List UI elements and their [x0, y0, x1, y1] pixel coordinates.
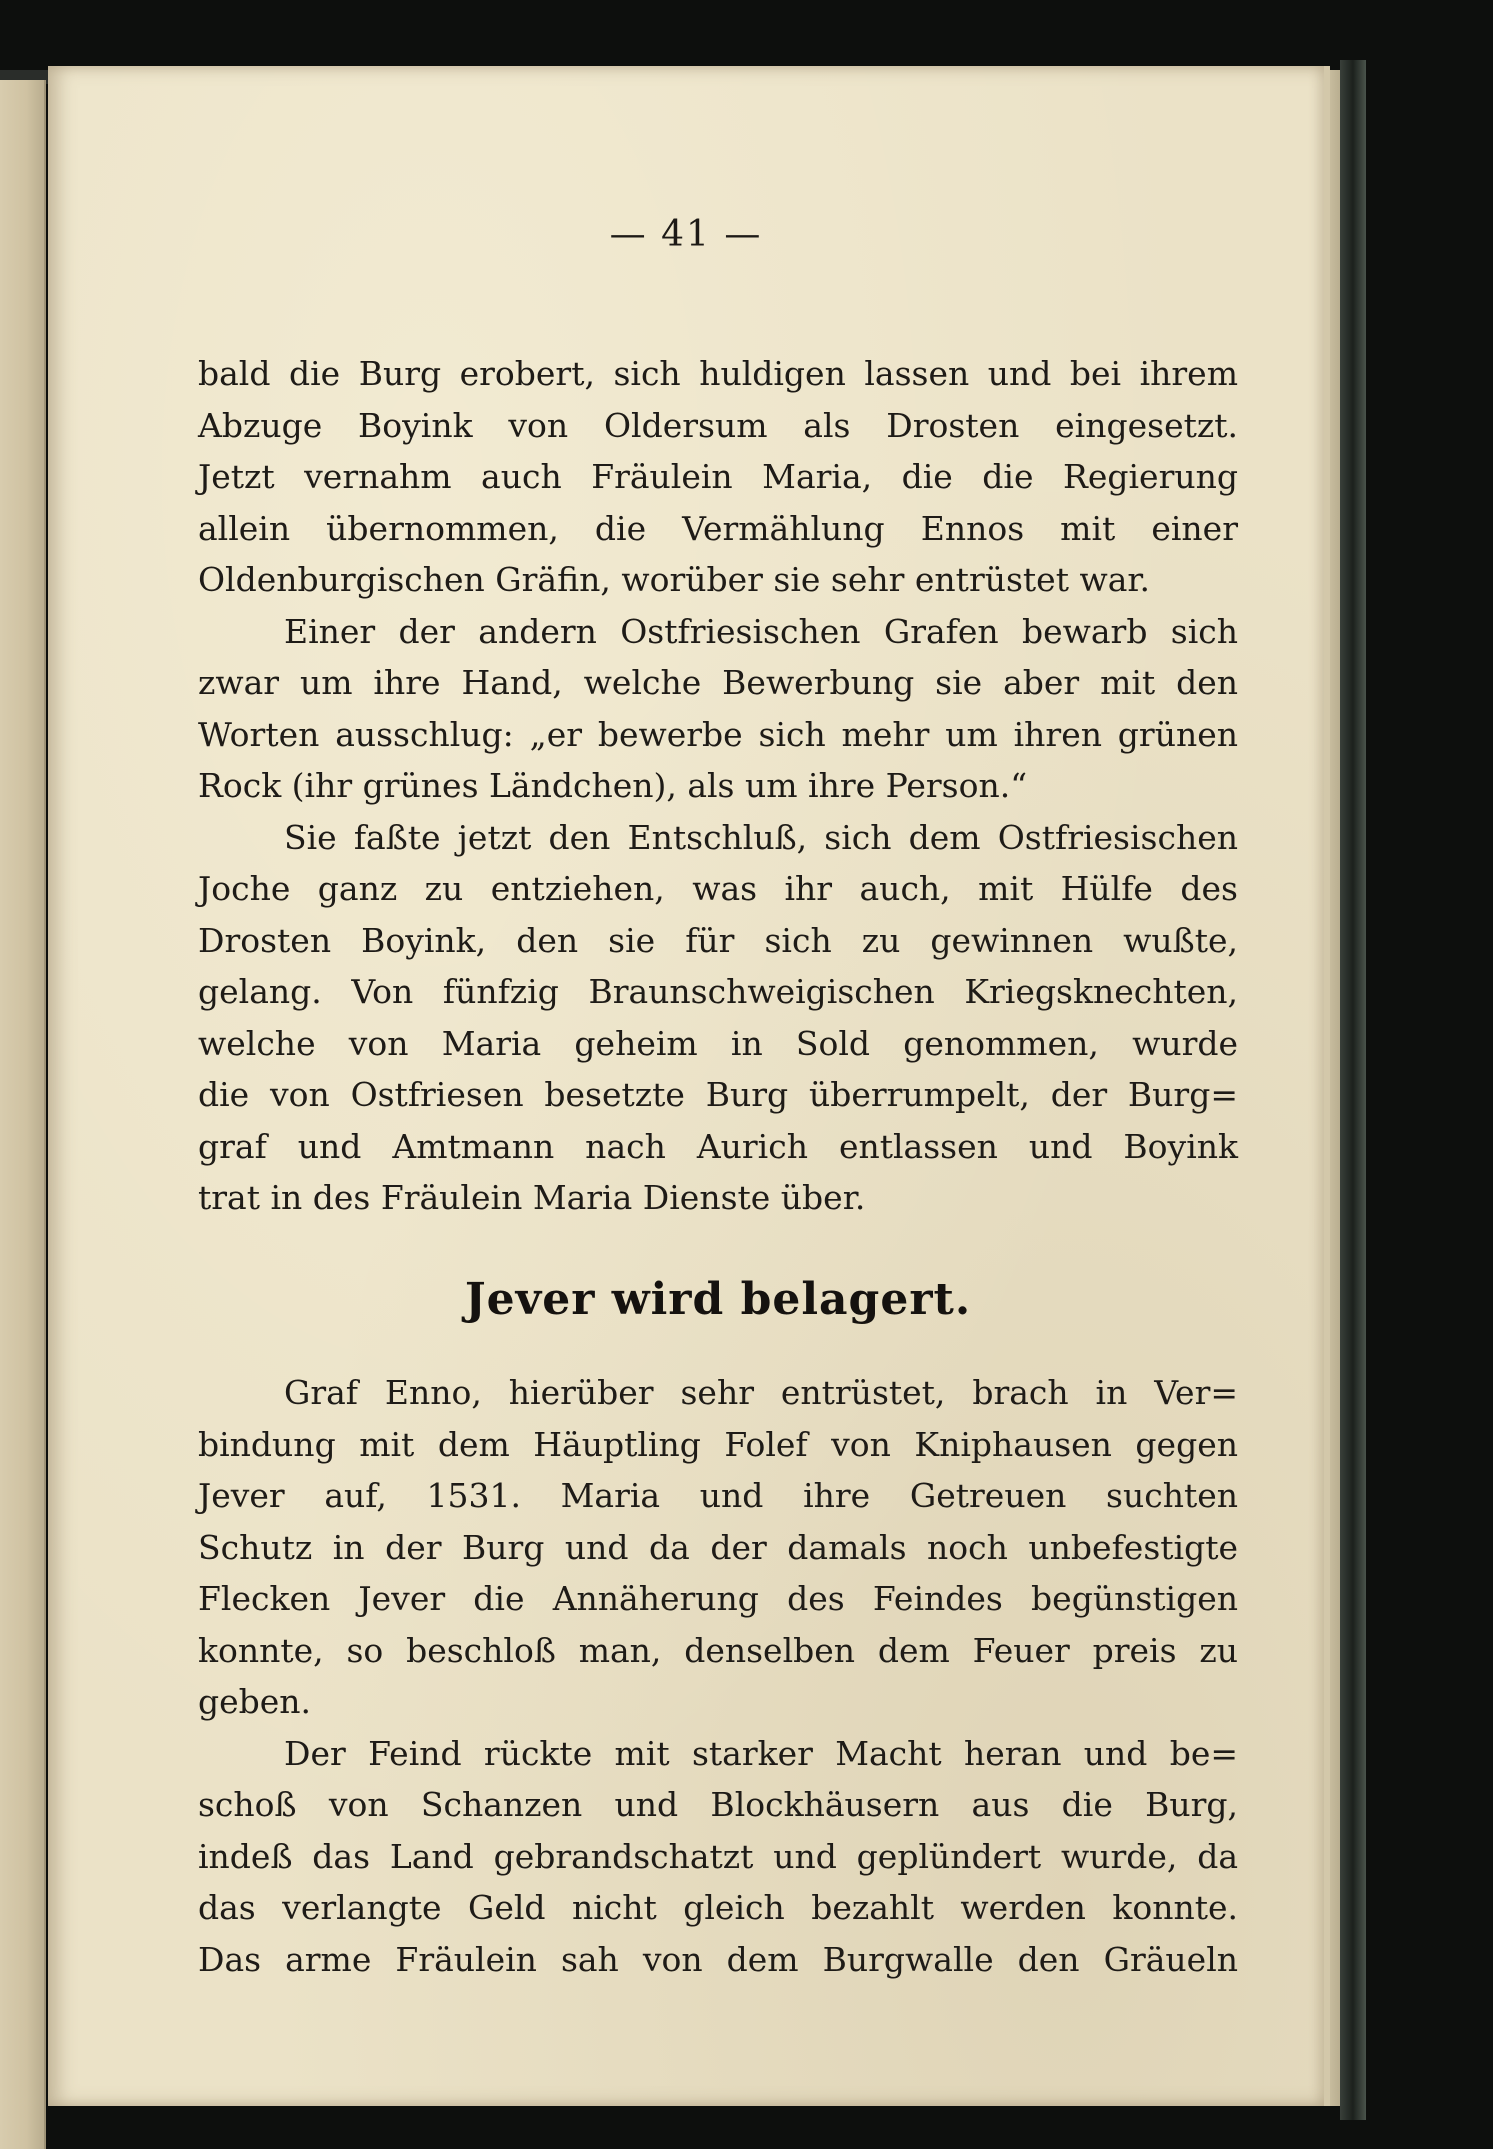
- text-line: allein übernommen, die Vermählung Ennos mit einer: [198, 508, 1238, 548]
- paragraph-4: [198, 1367, 1238, 1728]
- text-line: Graf Enno, hierüber sehr entrüstet, brach in Ver=: [284, 1373, 1238, 1412]
- text-line: Jetzt vernahm auch Fräulein Maria, die die Regierung: [198, 457, 1238, 496]
- page-text: [198, 348, 1238, 1985]
- text-line: Abzuge Boyink von Oldersum als Drosten eingesetzt.: [198, 405, 1238, 445]
- text-line: konnte, so beschloß man, denselben dem Feuer preis zu: [198, 1630, 1238, 1670]
- text-line: Joche ganz zu entziehen, was ihr auch, mit Hülfe des: [198, 869, 1238, 908]
- text-line: Drosten Boyink, den sie für sich zu gewinnen wußte,: [198, 920, 1238, 960]
- text-line: das verlangte Geld nicht gleich bezahlt werden konnte.: [198, 1888, 1238, 1927]
- page-number: — 41 —: [609, 214, 763, 255]
- text-line: graf und Amtmann nach Aurich entlassen und Boyink: [198, 1126, 1238, 1166]
- book-cover-edge: [1340, 60, 1366, 2120]
- text-line: Der Feind rückte mit starker Macht heran und be=: [284, 1733, 1238, 1773]
- text-line: trat in des Fräulein Maria Dienste über.: [198, 1178, 866, 1217]
- text-line: zwar um ihre Hand, welche Bewerbung sie aber mit den: [198, 663, 1238, 702]
- paragraph-2: [198, 606, 1238, 812]
- text-line: Sie faßte jetzt den Entschluß, sich dem Ostfriesischen: [284, 817, 1238, 857]
- text-line: die von Ostfriesen besetzte Burg überrumpelt, der Burg=: [198, 1075, 1238, 1114]
- text-line: Das arme Fräulein sah von dem Burgwalle den Gräueln: [198, 1939, 1238, 1979]
- text-line: bindung mit dem Häuptling Folef von Kniphausen gegen: [198, 1424, 1238, 1464]
- text-line: Einer der andern Ostfriesischen Grafen bewarb sich: [284, 611, 1238, 651]
- paragraph-5: [198, 1728, 1238, 1986]
- text-line: indeß das Land gebrandschatzt und geplündert wurde, da: [198, 1836, 1238, 1876]
- text-line: welche von Maria geheim in Sold genommen, wurde: [198, 1023, 1238, 1063]
- paragraph-3: [198, 812, 1238, 1224]
- text-line: Worten ausschlug: „er bewerbe sich mehr um ihren grünen: [198, 714, 1238, 754]
- text-line: Rock (ihr grünes Ländchen), als um ihre Person.“: [198, 766, 1028, 805]
- book-page: [48, 66, 1330, 2106]
- text-line: Schutz in der Burg und da der damals noch unbefestigte: [198, 1527, 1238, 1567]
- text-line: geben.: [198, 1682, 312, 1721]
- text-line: Flecken Jever die Annäherung des Feindes begünstigen: [198, 1579, 1238, 1618]
- section-heading: Jever wird belagert.: [464, 1273, 972, 1325]
- text-line: gelang. Von fünfzig Braunschweigischen Kriegsknechten,: [198, 972, 1238, 1011]
- facing-page-edge: [0, 80, 46, 2149]
- paragraph-1: [198, 348, 1238, 606]
- text-line: schoß von Schanzen und Blockhäusern aus die Burg,: [198, 1785, 1238, 1824]
- text-line: Oldenburgischen Gräfin, worüber sie sehr entrüstet war.: [198, 560, 1151, 599]
- text-line: Jever auf, 1531. Maria und ihre Getreuen suchten: [198, 1476, 1238, 1515]
- text-line: bald die Burg erobert, sich huldigen lassen und bei ihrem: [198, 354, 1238, 393]
